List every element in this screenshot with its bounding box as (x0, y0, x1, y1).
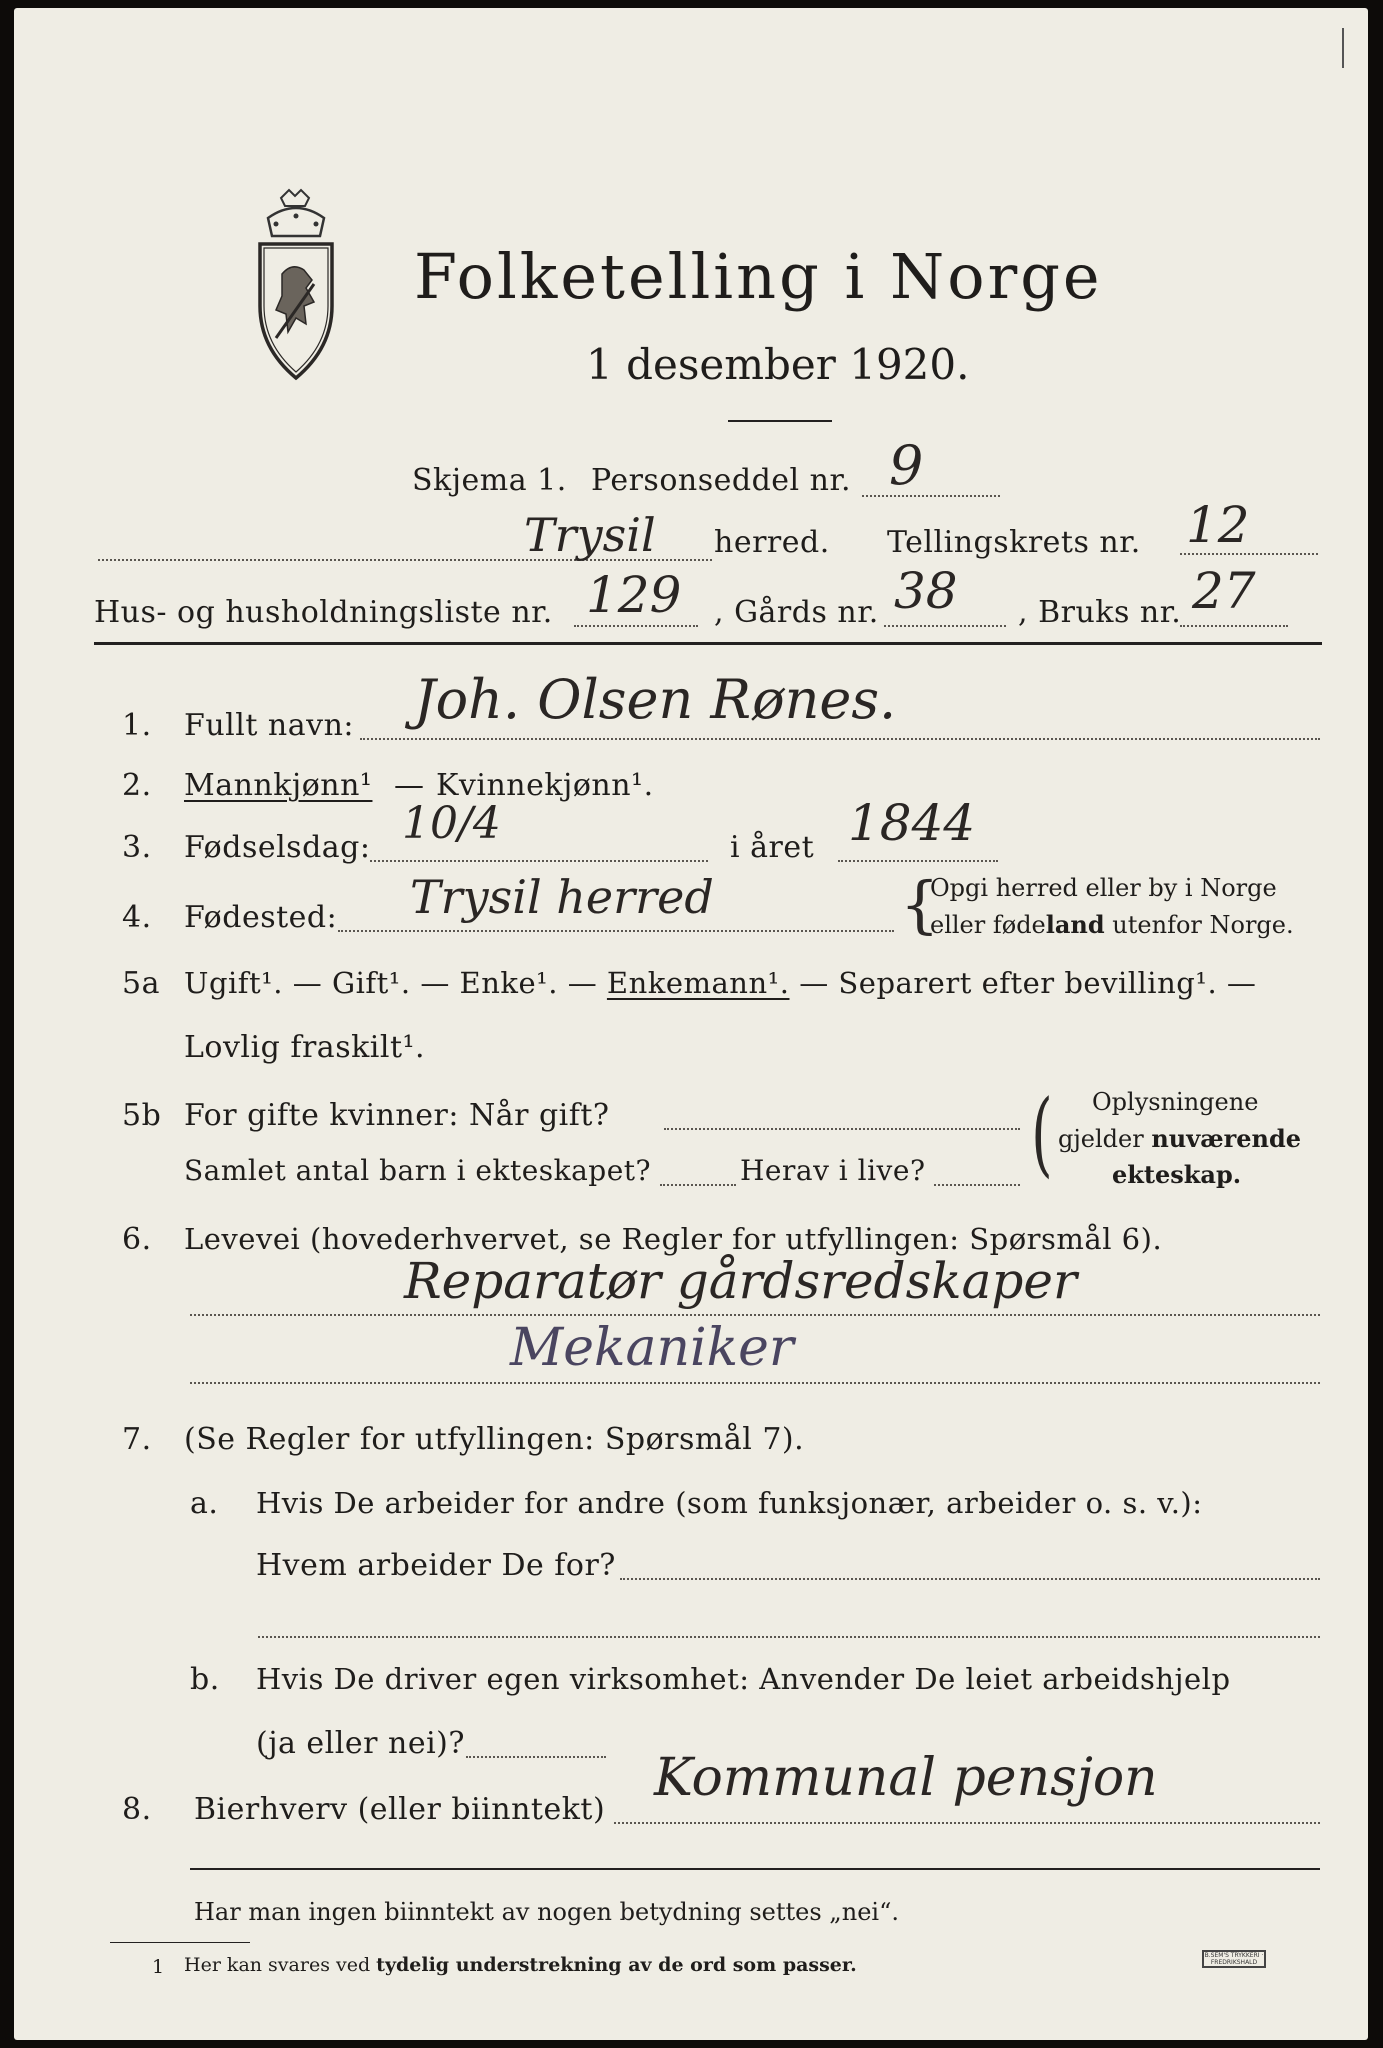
q5b-alive-line (934, 1184, 1020, 1186)
husholdningsliste-line (574, 625, 698, 627)
form-title: Folketelling i Norge (414, 240, 1103, 313)
q8-side-income[interactable]: Kommunal pensjon (654, 1748, 1158, 1808)
husholdningsliste-label: Hus- og husholdningsliste nr. (94, 595, 553, 630)
q4-note-line2: eller fødeland utenfor Norge. (930, 910, 1294, 939)
q4-label: Fødested: (184, 900, 338, 935)
q7b-line2: (ja eller nei)? (256, 1726, 465, 1761)
bruks-line (1180, 625, 1288, 627)
q3-birth-year[interactable]: 1844 (848, 794, 976, 852)
bruks-label: , Bruks nr. (1018, 595, 1182, 630)
personseddel-label: Personseddel nr. (591, 463, 852, 498)
q7b-line (466, 1756, 606, 1758)
q7a-number: a. (190, 1486, 219, 1521)
q5b-note1: Oplysningene (1092, 1088, 1259, 1116)
q5a-enkemann[interactable]: Enkemann¹. (606, 966, 790, 1000)
personseddel-line (862, 495, 1000, 497)
personseddel-value[interactable]: 9 (889, 434, 924, 497)
coat-of-arms-icon (246, 188, 346, 388)
q5b-married-line (664, 1128, 1020, 1130)
q7a-line2: Hvem arbeider De for? (256, 1548, 616, 1583)
q5b-line1: For gifte kvinner: Når gift? (184, 1098, 610, 1133)
herred-value[interactable]: Trysil (524, 508, 656, 562)
skjema-label: Skjema 1. (412, 463, 567, 498)
bruks-value[interactable]: 27 (1192, 562, 1256, 620)
q1-full-name[interactable]: Joh. Olsen Rønes. (414, 668, 897, 731)
q1-number: 1. (122, 708, 152, 743)
printer-stamp: B.SEM'S TRYKKERI · FREDRIKSHALD (1202, 1950, 1266, 1968)
q7a-line-extra (258, 1636, 1320, 1638)
q3-number: 3. (122, 830, 152, 865)
herred-label: herred. (714, 525, 830, 560)
title-divider (728, 420, 832, 422)
footer-note: Har man ingen biinntekt av nogen betydning settes „nei“. (194, 1898, 899, 1926)
q2-dash: — (394, 768, 425, 803)
q6-label: Levevei (hovederhvervet, se Regler for utfyllingen: Spørsmål 6). (184, 1222, 1163, 1256)
q5b-note3: ekteskap. (1112, 1160, 1242, 1189)
tellingskrets-label: Tellingskrets nr. (887, 525, 1141, 560)
q5b-line2b: Herav i live? (740, 1154, 926, 1187)
gards-value[interactable]: 38 (894, 562, 958, 620)
q4-brace: { (900, 868, 940, 941)
header-divider (94, 642, 1322, 645)
q4-number: 4. (122, 900, 152, 935)
footnote-divider (110, 1942, 250, 1943)
q2-mannkjonn[interactable]: Mannkjønn¹ (184, 768, 373, 803)
q1-line (360, 738, 1320, 740)
q7a-line (620, 1578, 1320, 1580)
q3-birthday[interactable]: 10/4 (402, 798, 501, 849)
q8-line (614, 1822, 1320, 1824)
q8-number: 8. (122, 1792, 152, 1827)
census-date: 1 desember 1920. (586, 340, 970, 389)
q7b-number: b. (190, 1662, 220, 1697)
census-form (14, 8, 1368, 2040)
q4-birthplace[interactable]: Trysil herred (410, 870, 714, 924)
q2-kvinnekjonn[interactable]: Kvinnekjønn¹. (436, 768, 654, 803)
footnote-text: Her kan svares ved tydelig understrekning av de ord som passer. (184, 1954, 857, 1976)
q5b-line2a: Samlet antal barn i ekteskapet? (184, 1154, 652, 1187)
q5b-number: 5b (122, 1098, 162, 1133)
q5a-number: 5a (122, 966, 160, 1001)
q6-line2 (190, 1382, 1320, 1384)
corner-tick-icon (1342, 28, 1348, 68)
q7-number: 7. (122, 1422, 152, 1457)
q2-number: 2. (122, 768, 152, 803)
q5a-line1: Ugift¹. — Gift¹. — Enke¹. — Enkemann¹. — Separert efter bevilling¹. — (184, 966, 1257, 1000)
q6-occupation-correction[interactable]: Mekaniker (510, 1318, 794, 1378)
q3-line (370, 860, 708, 862)
q7-label: (Se Regler for utfyllingen: Spørsmål 7). (184, 1422, 805, 1457)
q6-line1 (190, 1314, 1320, 1316)
q4-line (338, 930, 894, 932)
q5a-line2[interactable]: Lovlig fraskilt¹. (184, 1030, 426, 1065)
q3-year-label: i året (730, 830, 815, 865)
tellingskrets-value[interactable]: 12 (1186, 496, 1250, 554)
q5b-note2: gjelder nuværende (1058, 1124, 1302, 1153)
q3-year-line (838, 860, 998, 862)
q5b-brace: ( (1031, 1080, 1053, 1187)
q1-label: Fullt navn: (184, 708, 355, 743)
footnote-number: 1 (152, 1956, 165, 1978)
q8-label: Bierhverv (eller biinntekt) (194, 1792, 606, 1827)
q3-label: Fødselsdag: (184, 830, 371, 865)
q7a-line1: Hvis De arbeider for andre (som funksjonær, arbeider o. s. v.): (256, 1486, 1203, 1520)
q7b-line1: Hvis De driver egen virksomhet: Anvender De leiet arbeidshjelp (256, 1662, 1231, 1696)
q6-number: 6. (122, 1222, 152, 1257)
husholdningsliste-value[interactable]: 129 (586, 566, 682, 624)
footer-divider (190, 1868, 1320, 1870)
gards-line (884, 625, 1006, 627)
q4-note-line1: Opgi herred eller by i Norge (930, 874, 1277, 902)
q5b-children-line (660, 1184, 736, 1186)
gards-label: , Gårds nr. (714, 595, 879, 630)
q6-occupation[interactable]: Reparatør gårdsredskaper (404, 1252, 1077, 1310)
